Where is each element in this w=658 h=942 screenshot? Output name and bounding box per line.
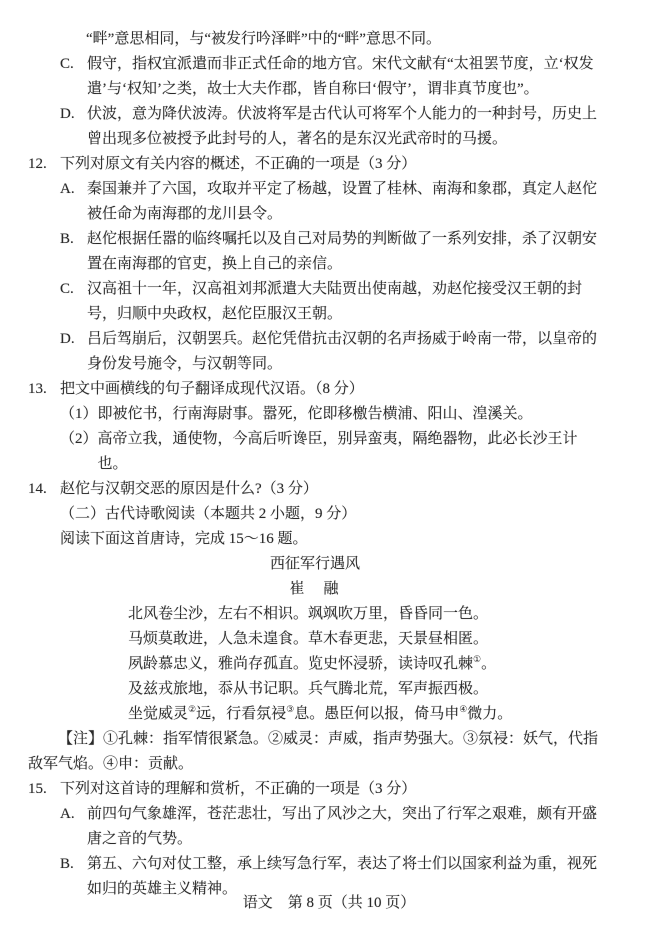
poem-line: 北风卷尘沙，左右不相识。飒飒吹万里，昏昏同一色。 <box>128 606 489 622</box>
poem-title: 西征军行遇风 <box>269 556 360 572</box>
option-letter: C. <box>60 56 74 72</box>
option-letter: D. <box>60 106 75 122</box>
poem-author: 崔 融 <box>289 581 341 597</box>
poem-text: 远，行看氛祲 <box>196 706 287 722</box>
reading-intro: 阅读下面这首唐诗，完成 15～16 题。 <box>60 531 308 547</box>
item-text: 高帝立我，通使物，今高后听谗臣，别异蛮夷，隔绝器物，此必长沙王计也。 <box>97 431 578 472</box>
footnote-marker-3: ③ <box>286 704 295 714</box>
question-number: 14. <box>28 481 47 497</box>
page-footer: 语文 第 8 页（共 10 页） <box>242 895 416 911</box>
option-text: 假守，指权宜派遣而非正式任命的地方官。宋代文献有“太祖罢节度，立‘权发遣’与‘权知’之类，故士大夫作郡，皆自称曰‘假守’，谓非真节度也”。 <box>87 56 594 97</box>
q11-option-c <box>28 52 602 102</box>
question-stem: 下列对原文有关内容的概述，不正确的一项是（3 分） <box>60 156 417 172</box>
question-15 <box>28 777 602 802</box>
option-letter: C. <box>60 281 74 297</box>
question-stem: 赵佗与汉朝交恶的原因是什么?（3 分） <box>60 481 318 497</box>
footnote-marker-2: ② <box>188 704 197 714</box>
q12-option-d <box>28 327 602 377</box>
translation-item-1 <box>60 402 602 427</box>
q12-option-a <box>28 177 602 227</box>
question-number: 15. <box>28 781 47 797</box>
option-text: 第五、六句对仗工整，承上续写急行军，表达了将士们以国家利益为重，视死如归的英雄主义精神。 <box>87 856 598 897</box>
question-stem: 下列对这首诗的理解和赏析，不正确的一项是（3 分） <box>60 781 417 797</box>
option-text: 吕后驾崩后，汉朝罢兵。赵佗凭借抗击汉朝的名声扬威于岭南一带，以皇帝的身份发号施令，与汉朝等同。 <box>87 331 598 372</box>
footnote-marker-4: ④ <box>459 704 468 714</box>
poem-body <box>128 602 602 727</box>
item-text: 即被佗书，行南海尉事。嚣死，佗即移檄告横浦、阳山、湟溪关。 <box>97 406 533 422</box>
poem-line <box>128 652 602 677</box>
poem-text: 。 <box>481 656 497 672</box>
item-label: （2） <box>60 431 98 447</box>
option-letter: B. <box>60 231 74 247</box>
option-text: 伏波，意为降伏波涛。伏波将军是古代认可将军个人能力的一种封号，历史上曾出现多位被授予此封号的人，著名的是东汉光武帝时的马援。 <box>87 106 598 147</box>
q11-option-d <box>28 102 602 152</box>
item-label: （1） <box>60 406 98 422</box>
poem-text: 息。愚臣何以报，倚马申 <box>294 706 460 722</box>
question-number: 12. <box>28 156 47 172</box>
option-text: 前四句气象雄浑，苍茫悲壮，写出了风沙之大，突出了行军之艰难，颇有开盛唐之音的气势。 <box>87 806 598 847</box>
question-stem: 把文中画横线的句子翻译成现代汉语。（8 分） <box>60 381 364 397</box>
option-letter: B. <box>60 856 74 872</box>
poem-text: 夙龄慕忠义，雅尚存孤直。览史怀浸骄，读诗叹孔棘 <box>128 656 474 672</box>
footnote-marker-1: ① <box>473 654 482 664</box>
option-text: 赵佗根据任嚣的临终嘱托以及自己对局势的判断做了一系列安排，杀了汉朝安置在南海郡的官吏，换上自己的亲信。 <box>87 231 598 272</box>
option-letter: D. <box>60 331 75 347</box>
question-body <box>60 377 602 477</box>
question-14 <box>28 477 602 502</box>
poem-line: 马烦莫敢进，人急未遑食。草木春更悲，天景昼相匿。 <box>128 631 489 647</box>
q12-option-b <box>28 227 602 277</box>
question-12 <box>28 152 602 177</box>
translation-item-2 <box>60 427 602 477</box>
poem-line: 及兹戎旅地，忝从书记职。兵气腾北荒，军声振西极。 <box>128 681 489 697</box>
section-heading: （二）古代诗歌阅读（本题共 2 小题，9 分） <box>60 506 357 522</box>
poem-line <box>128 702 602 727</box>
option-letter: A. <box>60 181 75 197</box>
q15-option-a <box>28 802 602 852</box>
q12-option-c <box>28 277 602 327</box>
option-letter: A. <box>60 806 75 822</box>
option-b-continuation-line: “畔”意思相同，与“被发行吟泽畔”中的“畔”意思不同。 <box>86 31 441 47</box>
question-13 <box>28 377 602 477</box>
option-text: 汉高祖十一年，汉高祖刘邦派遣大夫陆贾出使南越，劝赵佗接受汉王朝的封号，归顺中央政权，赵佗臣服汉王朝。 <box>87 281 583 322</box>
poem-text: 微力。 <box>467 706 513 722</box>
question-number: 13. <box>28 381 47 397</box>
poem-text: 坐觉威灵 <box>128 706 189 722</box>
poem-notes: 【注】①孔棘：指军情很紧急。②威灵：声威，指声势强大。③氛祲：妖气，代指敌军气焰。④申：贡献。 <box>28 731 599 772</box>
option-text: 秦国兼并了六国，攻取并平定了杨越，设置了桂林、南海和象郡，真定人赵佗被任命为南海郡的龙川县令。 <box>87 181 598 222</box>
